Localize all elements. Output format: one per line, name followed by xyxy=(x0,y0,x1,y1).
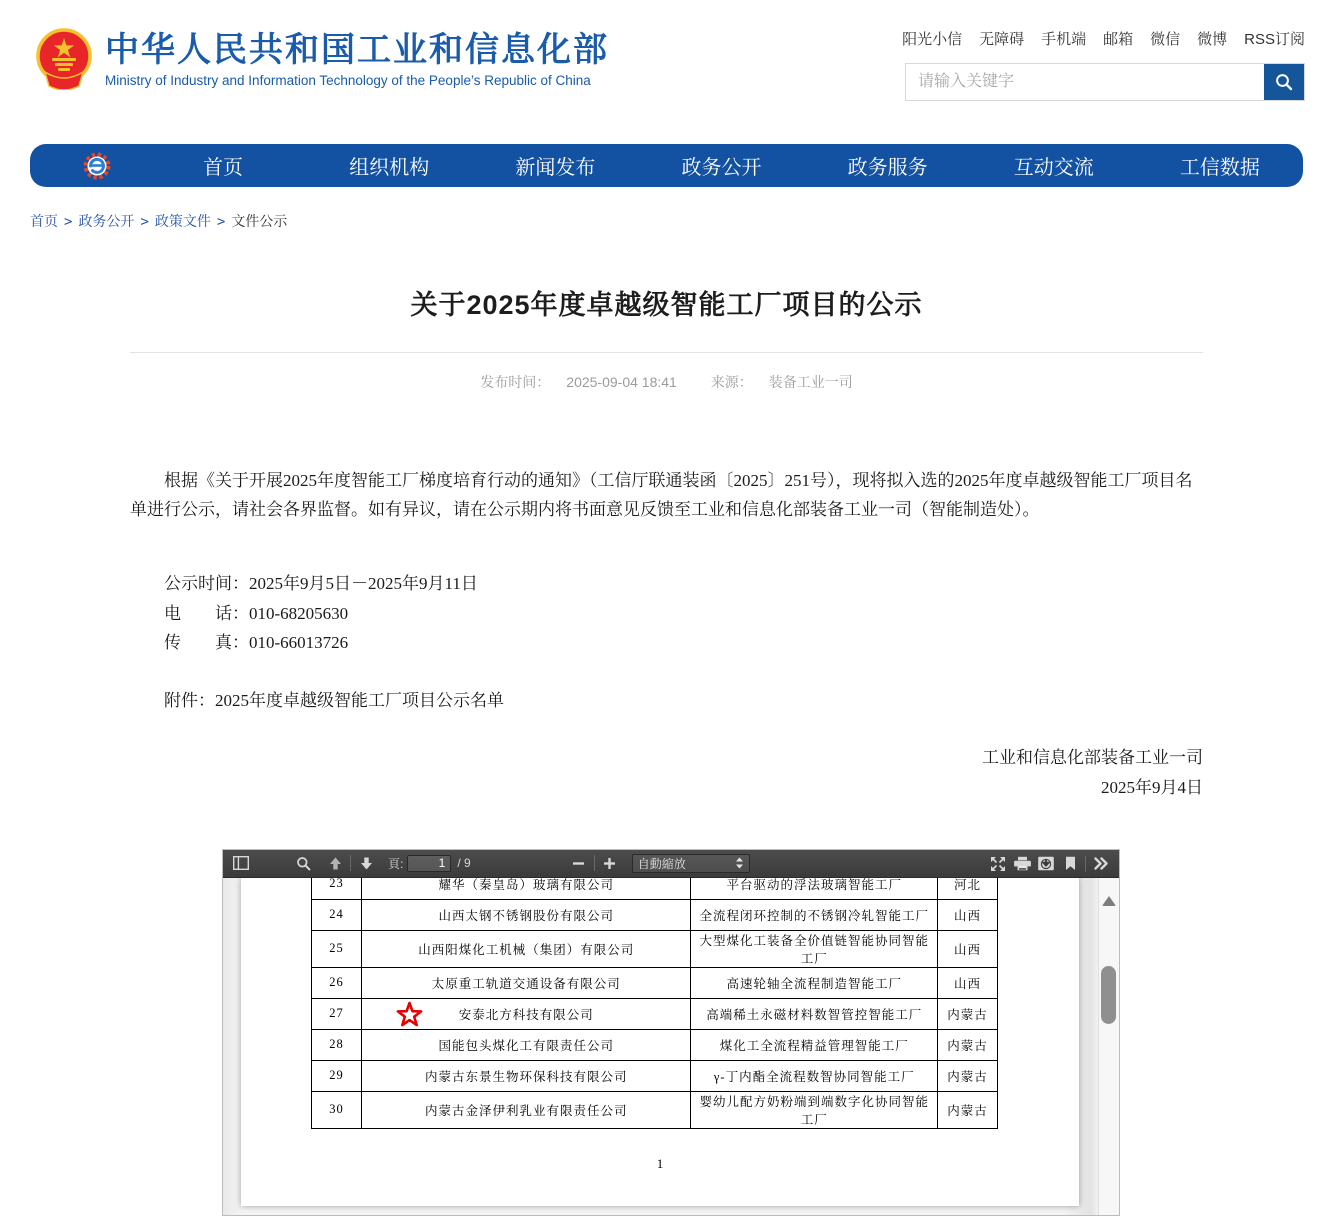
cell-province: 山西 xyxy=(938,930,998,967)
cell-row-number: 23 xyxy=(312,878,362,900)
cell-company-name: 安泰北方科技有限公司 xyxy=(361,998,690,1029)
cell-row-number: 24 xyxy=(312,899,362,930)
quick-link-0[interactable]: 阳光小信 xyxy=(902,31,963,48)
breadcrumb-item-3: 文件公示 xyxy=(231,213,288,229)
quick-link-6[interactable]: RSS订阅 xyxy=(1244,31,1305,48)
fullscreen-icon xyxy=(990,856,1006,872)
table-row xyxy=(312,1060,998,1091)
pdf-content-area[interactable] xyxy=(223,878,1119,1215)
select-arrows-icon xyxy=(735,857,744,869)
notice-period-line: 公示时间：2025年9月5日－2025年9月11日 xyxy=(164,574,478,593)
gear-e-logo-icon xyxy=(82,151,112,181)
cell-province: 内蒙古 xyxy=(938,1029,998,1060)
pdf-page xyxy=(241,878,1079,1206)
cell-company-name: 内蒙古金泽伊利乳业有限责任公司 xyxy=(361,1091,690,1128)
pdf-search-button[interactable] xyxy=(291,852,315,874)
breadcrumb-item-2[interactable]: 政策文件 xyxy=(154,213,211,229)
cell-province: 山西 xyxy=(938,899,998,930)
double-chevron-right-icon xyxy=(1094,857,1109,870)
cell-project-name: 煤化工全流程精益管理智能工厂 xyxy=(691,1029,938,1060)
site-title: 中华人民共和国工业和信息化部 xyxy=(105,30,609,69)
cell-company-name: 内蒙古东景生物环保科技有限公司 xyxy=(361,1060,690,1091)
cell-company-name: 耀华（秦皇岛）玻璃有限公司 xyxy=(361,878,690,900)
cell-province: 山西 xyxy=(938,967,998,998)
breadcrumb-separator: > xyxy=(64,214,73,230)
cell-project-name: 平台驱动的浮法玻璃智能工厂 xyxy=(691,878,938,900)
bookmark-button[interactable] xyxy=(1058,853,1082,875)
pdf-search-icon xyxy=(296,856,311,871)
fax-line: 传 真：010-66013726 xyxy=(164,633,349,652)
cell-company-name: 太原重工轨道交通设备有限公司 xyxy=(361,967,690,998)
table-row xyxy=(312,930,998,967)
nav-item-6[interactable]: 工信数据 xyxy=(1179,157,1260,179)
nav-item-5[interactable]: 互动交流 xyxy=(1013,157,1094,179)
attachment-link[interactable]: 附件：2025年度卓越级智能工厂项目公示名单 xyxy=(164,690,504,710)
page-total: / 9 xyxy=(457,856,471,870)
search-icon xyxy=(1274,72,1294,92)
page-label: 頁: xyxy=(388,856,404,871)
nav-item-4[interactable]: 政务服务 xyxy=(847,157,928,179)
cell-province: 河北 xyxy=(938,878,998,900)
quick-link-3[interactable]: 邮箱 xyxy=(1103,31,1134,48)
cell-province: 内蒙古 xyxy=(938,1091,998,1128)
arrow-up-icon xyxy=(328,856,343,871)
previous-page-button[interactable] xyxy=(323,852,347,874)
national-emblem-logo xyxy=(35,28,93,90)
next-page-button[interactable] xyxy=(354,852,378,874)
minus-icon xyxy=(572,857,585,870)
cell-row-number: 26 xyxy=(312,967,362,998)
zoom-out-button[interactable] xyxy=(567,852,591,874)
search-input[interactable] xyxy=(906,64,1264,100)
site-title-en: Ministry of Industry and Information Technology of the People’s Republic of China xyxy=(105,72,591,88)
cell-row-number: 27 xyxy=(312,998,362,1029)
toolbar-more-button[interactable] xyxy=(1089,853,1113,875)
print-button[interactable] xyxy=(1010,853,1034,875)
cell-project-name: 婴幼儿配方奶粉端到端数字化协同智能工厂 xyxy=(691,1091,938,1128)
quick-link-1[interactable]: 无障碍 xyxy=(979,31,1025,48)
source-value: 装备工业一司 xyxy=(768,374,853,390)
site-header xyxy=(0,0,1333,130)
search-bar xyxy=(905,63,1305,101)
cell-row-number: 25 xyxy=(312,930,362,967)
nav-item-3[interactable]: 政务公开 xyxy=(681,157,762,179)
quick-link-2[interactable]: 手机端 xyxy=(1041,31,1087,48)
pdf-toolbar xyxy=(223,850,1119,878)
quick-link-5[interactable]: 微博 xyxy=(1197,31,1228,48)
cell-company-name: 山西太钢不锈钢股份有限公司 xyxy=(361,899,690,930)
cell-company-name: 山西阳煤化工机械（集团）有限公司 xyxy=(361,930,690,967)
cell-project-name: 全流程闭环控制的不锈钢冷轧智能工厂 xyxy=(691,899,938,930)
sidebar-toggle-icon xyxy=(233,856,249,870)
breadcrumb xyxy=(30,211,1303,231)
nav-items xyxy=(140,151,1303,180)
cell-project-name: 高速轮轴全流程制造智能工厂 xyxy=(691,967,938,998)
quick-links xyxy=(902,28,1305,49)
download-icon xyxy=(1038,856,1054,871)
cell-province: 内蒙古 xyxy=(938,1060,998,1091)
factory-list-table xyxy=(311,878,998,1129)
publish-time: 2025-09-04 18:41 xyxy=(566,374,677,390)
page-title: 关于2025年度卓越级智能工厂项目的公示 xyxy=(410,290,923,320)
pdf-viewer xyxy=(222,849,1120,1216)
publish-time-label: 发布时间： xyxy=(480,374,551,390)
signature-date: 2025年9月4日 xyxy=(1101,777,1203,797)
table-row xyxy=(312,899,998,930)
main-navbar xyxy=(30,144,1303,187)
breadcrumb-item-0[interactable]: 首页 xyxy=(30,213,58,229)
zoom-mode-value: 自動縮放 xyxy=(637,856,686,871)
cell-company-name: 国能包头煤化工有限责任公司 xyxy=(361,1029,690,1060)
source-label: 来源： xyxy=(710,374,753,390)
sidebar-toggle-button[interactable] xyxy=(229,852,253,874)
article-paragraph: 根据《关于开展2025年度智能工厂梯度培育行动的通知》（工信厅联通装函〔2025〕251号），现将拟入选的2025年度卓越级智能工厂项目名单进行公示，请社会各界监督。如有异议，请在公示期内将书面意见反馈至工业和信息化部装备工业一司（智能制造处）。 xyxy=(130,471,1193,519)
article xyxy=(130,283,1203,803)
search-button[interactable] xyxy=(1264,64,1304,100)
table-row xyxy=(312,1091,998,1128)
cell-project-name: γ-丁内酯全流程数智协同智能工厂 xyxy=(691,1060,938,1091)
cell-row-number: 28 xyxy=(312,1029,362,1060)
page-number-input[interactable] xyxy=(407,855,451,872)
breadcrumb-separator: > xyxy=(216,214,226,230)
presentation-mode-button[interactable] xyxy=(986,853,1010,875)
cell-row-number: 29 xyxy=(312,1060,362,1091)
table-row xyxy=(312,878,998,900)
phone-line: 电 话：010-68205630 xyxy=(164,603,349,623)
pdf-scrollbar[interactable] xyxy=(1098,878,1119,1215)
title-divider xyxy=(130,352,1203,353)
scrollbar-thumb[interactable] xyxy=(1101,966,1116,1024)
cell-project-name: 高端稀土永磁材料数智管控智能工厂 xyxy=(691,998,938,1029)
zoom-in-button[interactable] xyxy=(598,852,622,874)
plus-icon xyxy=(603,857,616,870)
quick-link-4[interactable]: 微信 xyxy=(1150,31,1181,48)
printer-icon xyxy=(1014,856,1031,871)
download-button[interactable] xyxy=(1034,853,1058,875)
zoom-mode-select[interactable] xyxy=(632,854,750,873)
table-row xyxy=(312,1029,998,1060)
site-brand xyxy=(35,28,609,90)
cell-row-number: 30 xyxy=(312,1091,362,1128)
breadcrumb-item-1[interactable]: 政务公开 xyxy=(78,213,135,229)
arrow-down-icon xyxy=(359,856,374,871)
red-star-marker-icon xyxy=(396,1001,423,1028)
bookmark-icon xyxy=(1065,856,1076,871)
cell-province: 内蒙古 xyxy=(938,998,998,1029)
breadcrumb-separator: > xyxy=(140,214,149,230)
nav-item-2[interactable]: 新闻发布 xyxy=(515,157,596,179)
nav-item-1[interactable]: 组织机构 xyxy=(349,157,430,179)
article-meta xyxy=(130,372,1203,392)
nav-item-0[interactable]: 首页 xyxy=(203,157,244,179)
table-row xyxy=(312,998,998,1029)
signature-department: 工业和信息化部装备工业一司 xyxy=(982,747,1203,767)
cell-project-name: 大型煤化工装备全价值链智能协同智能工厂 xyxy=(691,930,938,967)
pdf-page-number: 1 xyxy=(656,1155,664,1171)
scroll-up-arrow[interactable] xyxy=(1102,896,1116,906)
table-row xyxy=(312,967,998,998)
